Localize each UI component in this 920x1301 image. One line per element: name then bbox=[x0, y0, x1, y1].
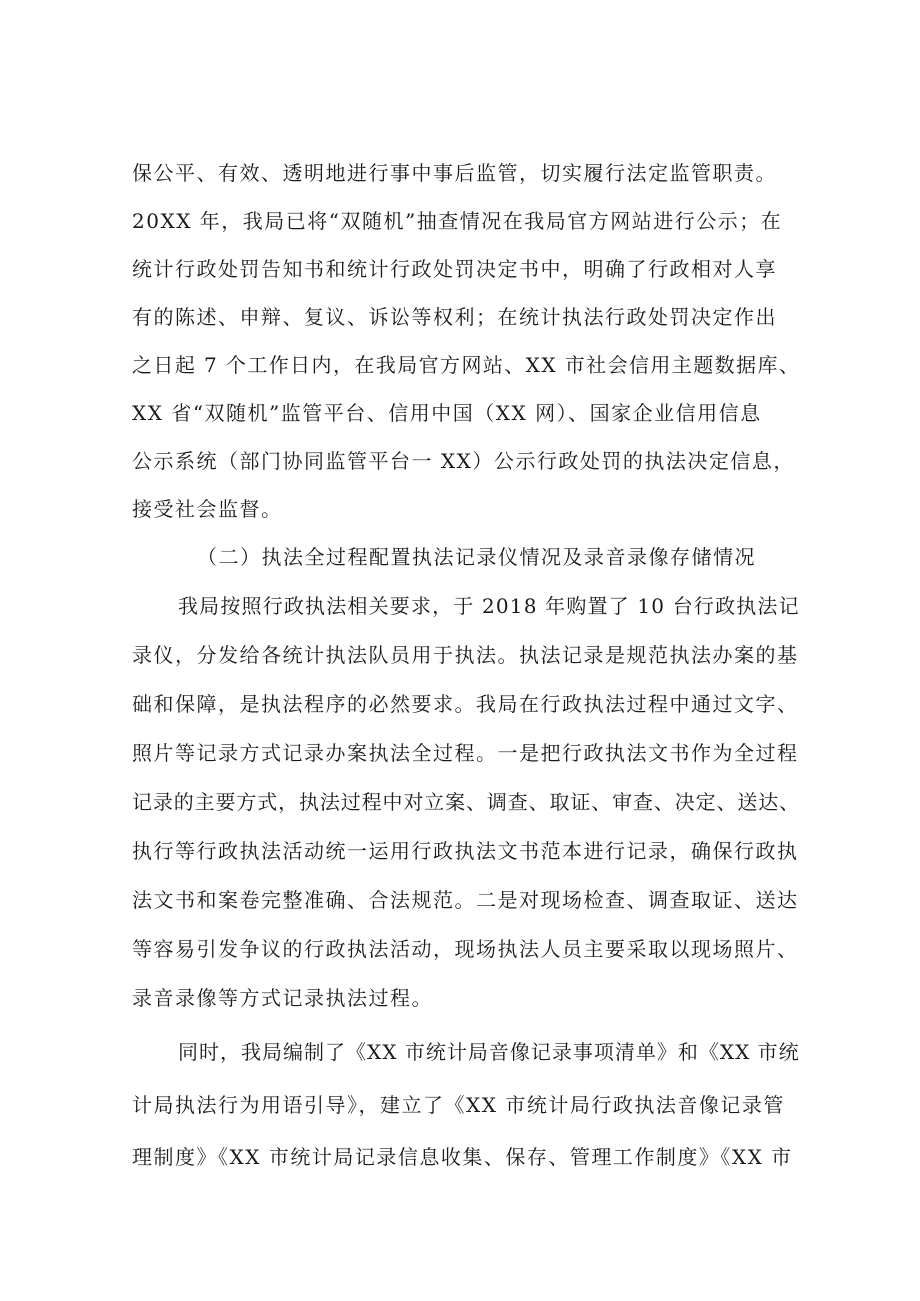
paragraph-2-line-3: 础和保障，是执法程序的必然要求。我局在行政执法过程中通过文字、 bbox=[132, 692, 799, 716]
paragraph-3-line-3: 理制度》《XX 市统计局记录信息收集、保存、管理工作制度》《XX 市 bbox=[132, 1145, 793, 1169]
paragraph-2-line-2: 录仪，分发给各统计执法队员用于执法。执法记录是规范执法办案的基 bbox=[132, 643, 799, 667]
paragraph-1-line-8: 接受社会监督。 bbox=[132, 497, 283, 521]
paragraph-2-line-8: 等容易引发争议的行政执法活动，现场执法人员主要采取以现场照片、 bbox=[132, 937, 799, 961]
paragraph-2-line-6: 执行等行政执法活动统一运用行政执法文书范本进行记录，确保行政执 bbox=[132, 839, 799, 863]
paragraph-2-line-9: 录音录像等方式记录执法过程。 bbox=[132, 986, 433, 1010]
paragraph-3-line-1: 同时，我局编制了《XX 市统计局音像记录事项清单》和《XX 市统 bbox=[178, 1040, 800, 1064]
paragraph-2-line-5: 记录的主要方式，执法过程中对立案、调查、取证、审查、决定、送达、 bbox=[132, 790, 800, 814]
paragraph-3-line-2: 计局执法行为用语引导》，建立了《XX 市统计局行政执法音像记录管 bbox=[132, 1093, 785, 1117]
paragraph-1-line-5: 之日起 7 个工作日内，在我局官方网站、XX 市社会信用主题数据库、 bbox=[132, 353, 801, 377]
paragraph-2-line-1: 我局按照行政执法相关要求，于 2018 年购置了 10 台行政执法记 bbox=[178, 594, 800, 618]
paragraph-1-line-7: 公示系统（部门协同监管平台一 XX）公示行政处罚的执法决定信息， bbox=[132, 449, 795, 473]
paragraph-1-line-2: 20XX 年，我局已将“双随机”抽查情况在我局官方网站进行公示；在 bbox=[132, 209, 783, 233]
paragraph-2-line-4: 照片等记录方式记录办案执法全过程。一是把行政执法文书作为全过程 bbox=[132, 741, 799, 765]
section-heading: （二）执法全过程配置执法记录仪情况及录音录像存储情况 bbox=[197, 545, 756, 569]
paragraph-1-line-3: 统计行政处罚告知书和统计行政处罚决定书中，明确了行政相对人享 bbox=[132, 257, 777, 281]
paragraph-1-line-4: 有的陈述、申辩、复议、诉讼等权利；在统计执法行政处罚决定作出 bbox=[132, 305, 777, 329]
paragraph-1-line-1: 保公平、有效、透明地进行事中事后监管，切实履行法定监管职责。 bbox=[132, 161, 777, 185]
paragraph-1-line-6: XX 省“双随机”监管平台、信用中国（XX 网）、国家企业信用信息 bbox=[132, 401, 762, 425]
paragraph-2-line-7: 法文书和案卷完整准确、合法规范。二是对现场检查、调查取证、送达 bbox=[132, 888, 799, 912]
